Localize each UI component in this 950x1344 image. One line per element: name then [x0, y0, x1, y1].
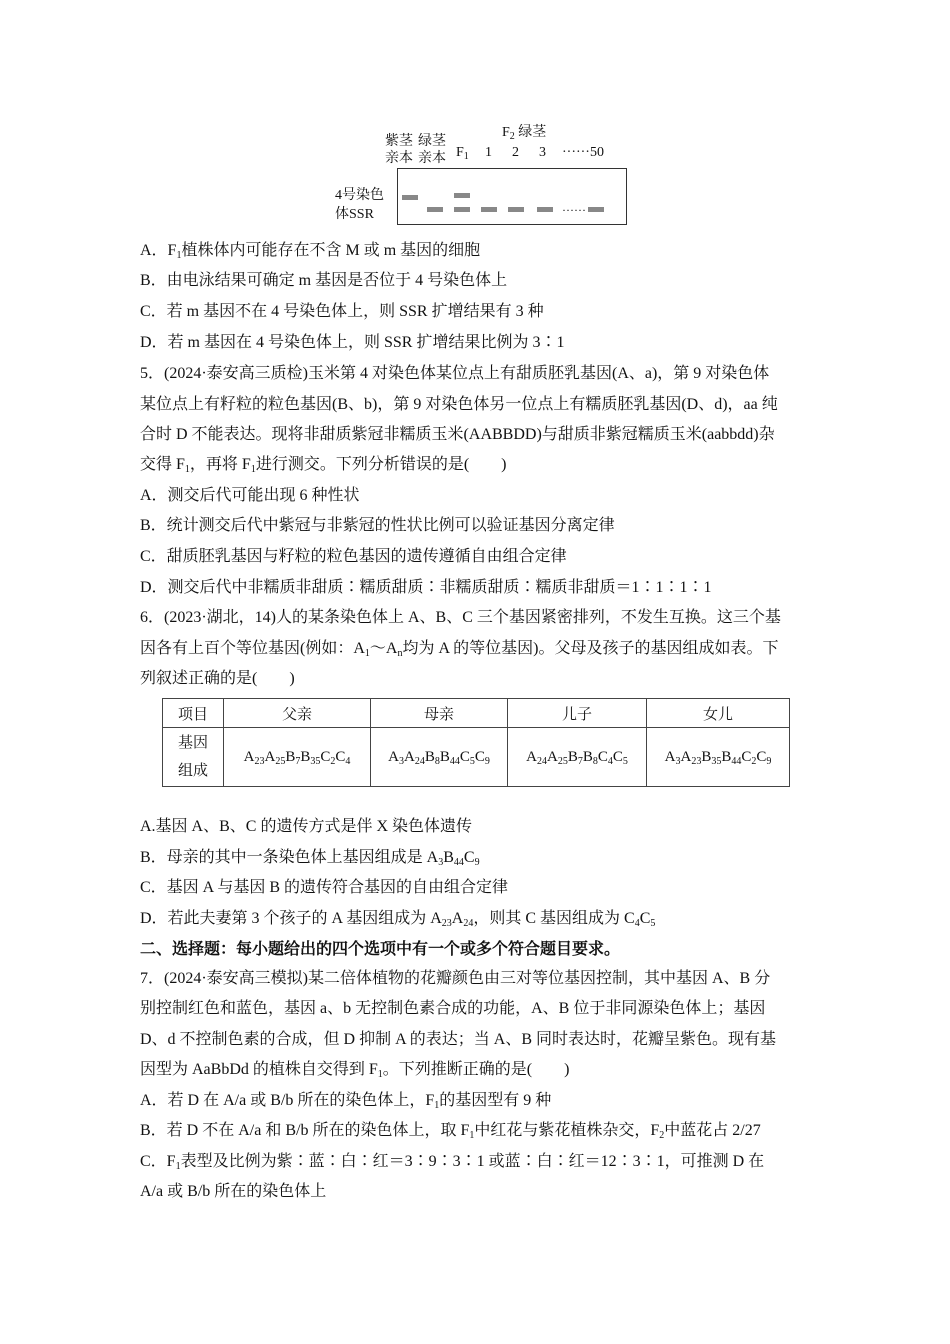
gel-band [481, 207, 497, 212]
table-header-cell: 儿子 [508, 699, 647, 728]
label-purple-parent-1: 紫茎 [385, 134, 413, 149]
gel-band [537, 207, 553, 212]
gel-band [454, 193, 470, 198]
q7-stem-1: 7．(2024·泰安高三模拟)某二倍体植物的花瓣颜色由三对等位基因控制，其中基因 A、B 分 [140, 970, 771, 987]
table-row [163, 728, 790, 787]
label-ssr-2: 体SSR [335, 207, 374, 222]
q6-stem-3: 列叙述正确的是( ) [140, 670, 295, 687]
q5-option-b: B．统计测交后代中紫冠与非紫冠的性状比例可以验证基因分离定律 [140, 517, 615, 534]
q6-stem-2: 因各有上百个等位基因(例如：$A_1\sim A_n$均为 A 的等位基因)。父母及孩子的基因组成如表。下 [140, 640, 779, 659]
q5-option-c: C．甜质胚乳基因与籽粒的粒色基因的遗传遵循自由组合定律 [140, 548, 567, 565]
q6-stem-1: 6．(2023·湖北，14)人的某条染色体上 A、B、C 三个基因紧密排列，不发生互换。这三个基 [140, 609, 781, 626]
q7-option-c-2: A/a 或 B/b 所在的染色体上 [140, 1183, 327, 1200]
label-ssr-1: 4号染色 [335, 188, 384, 203]
table-cell-son: $A_{24}A_{25}B_7B_8C_4C_5$ [508, 728, 647, 787]
label-lane-50: 50 [590, 145, 604, 160]
q5-stem-1: 5．(2024·泰安高三质检)玉米第 4 对染色体某位点上有甜质胚乳基因(A、a)，第 9 对染色体 [140, 365, 770, 382]
label-f2-green: $F_2$ 绿茎 [502, 125, 547, 142]
q6-option-d: D．若此夫妻第 3 个孩子的 A 基因组成为 $A_{23}A_{24}$，则其 C 基因组成为 $C_4C_5$ [140, 910, 656, 929]
q7-option-a: A．若 D 在 A/a 或 B/b 所在的染色体上，$F_1$的基因型有 9 种 [140, 1092, 552, 1111]
table-header-row [163, 699, 790, 728]
gel-band [402, 195, 418, 200]
q6-option-b: B．母亲的其中一条染色体上基因组成是 $A_3B_{44}C_9$ [140, 849, 480, 868]
table-header-cell: 父亲 [224, 699, 371, 728]
gel-band [588, 207, 604, 212]
label-green-parent-1: 绿茎 [418, 134, 446, 149]
q5-stem-3: 合时 D 不能表达。现将非甜质紫冠非糯质玉米(AABBDD)与甜质非紫冠糯质玉米(aabbdd)杂 [140, 426, 775, 443]
label-purple-parent-2: 亲本 [385, 151, 413, 166]
table-header-cell: 项目 [163, 699, 224, 728]
gel-band [508, 207, 524, 212]
q5-option-a: A．测交后代可能出现 6 种性状 [140, 487, 360, 504]
label-lane-1: 1 [485, 145, 492, 160]
q6-option-a: A.基因 A、B、C 的遗传方式是伴 X 染色体遗传 [140, 818, 473, 835]
gel-box [397, 168, 627, 225]
q4-option-c: C．若 m 基因不在 4 号染色体上，则 SSR 扩增结果有 3 种 [140, 303, 544, 320]
q4-option-d: D．若 m 基因在 4 号染色体上，则 SSR 扩增结果比例为 3∶1 [140, 334, 565, 351]
genotype-table [162, 698, 790, 787]
q7-option-b: B．若 D 不在 A/a 和 B/b 所在的染色体上，取 $F_1$中红花与紫花植株杂交，$F_2$中蓝花占 2/27 [140, 1122, 761, 1141]
q7-stem-2: 别控制红色和蓝色，基因 a、b 无控制色素合成的功能，A、B 位于非同源染色体上；基因 [140, 1000, 766, 1017]
q6-option-c: C．基因 A 与基因 B 的遗传符合基因的自由组合定律 [140, 879, 509, 896]
q7-option-c-1: C．$F_1$表型及比例为紫∶蓝∶白∶红＝3∶9∶3∶1 或蓝∶白∶红＝12∶3∶1，可推测 D 在 [140, 1153, 765, 1172]
label-lane-dots: ······ [562, 145, 590, 160]
gel-dots: ······ [562, 203, 586, 217]
q7-stem-3: D、d 不控制色素的合成，但 D 抑制 A 的表达；当 A、B 同时表达时，花瓣呈紫色。现有基 [140, 1031, 777, 1048]
table-cell-label: 基因 组成 [163, 728, 224, 787]
label-lane-3: 3 [539, 145, 546, 160]
table-cell-daughter: $A_3A_{23}B_{35}B_{44}C_2C_9$ [647, 728, 790, 787]
q7-stem-4: 因型为 AaBbDd 的植株自交得到 $F_1$。下列推断正确的是( ) [140, 1061, 570, 1080]
table-header-cell: 母亲 [371, 699, 508, 728]
table-cell-father: $A_{23}A_{25}B_7B_{35}C_2C_4$ [224, 728, 371, 787]
gel-band [454, 207, 470, 212]
q5-stem-2: 某位点上有籽粒的粒色基因(B、b)，第 9 对染色体另一位点上有糯质胚乳基因(D、d)，aa 纯 [140, 396, 778, 413]
table-header-cell: 女儿 [647, 699, 790, 728]
q5-option-d: D．测交后代中非糯质非甜质∶糯质甜质∶非糯质甜质∶糯质非甜质＝1∶1∶1∶1 [140, 579, 712, 596]
label-lane-2: 2 [512, 145, 519, 160]
q4-option-b: B．由电泳结果可确定 m 基因是否位于 4 号染色体上 [140, 272, 508, 289]
gel-band [427, 207, 443, 212]
section-2-heading: 二、选择题：每小题给出的四个选项中有一个或多个符合题目要求。 [140, 941, 621, 958]
q5-stem-4: 交得 $F_1$，再将 $F_1$进行测交。下列分析错误的是( ) [140, 456, 507, 475]
label-green-parent-2: 亲本 [418, 151, 446, 166]
table-cell-mother: $A_3A_{24}B_8B_{44}C_5C_9$ [371, 728, 508, 787]
q4-option-a: A．$F_1$植株体内可能存在不含 M 或 m 基因的细胞 [140, 242, 481, 261]
label-f1: $F_1$ [456, 145, 469, 162]
